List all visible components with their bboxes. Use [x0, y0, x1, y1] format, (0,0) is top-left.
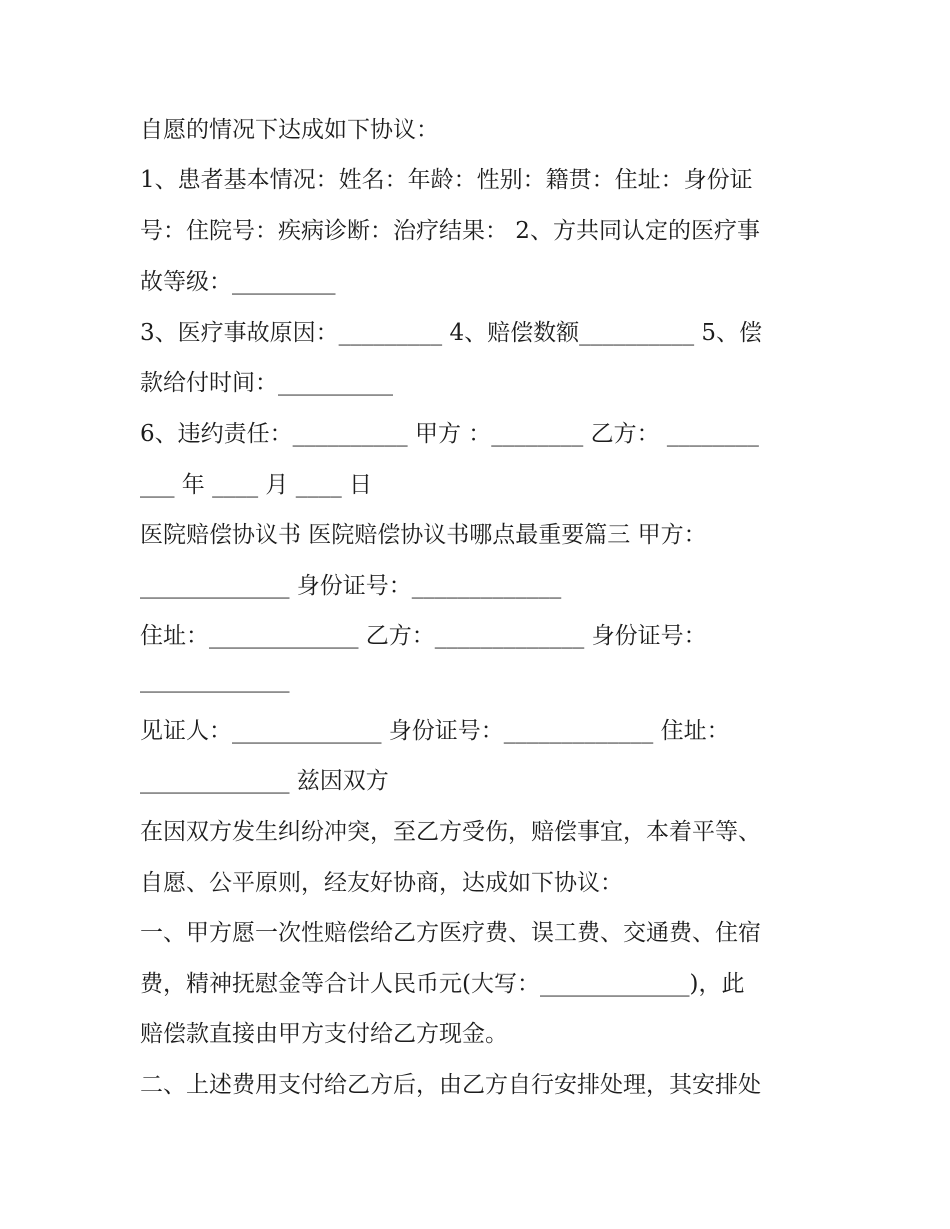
text-line: 一、甲方愿一次性赔偿给乙方医疗费、误工费、交通费、住宿 — [140, 920, 761, 946]
text-line: 住址：_____________ 乙方：_____________ 身份证号： — [140, 623, 707, 649]
text-line: 二、上述费用支付给乙方后，由乙方自行安排处理，其安排处 — [140, 1072, 761, 1098]
text-line: 1、患者基本情况：姓名：年龄：性别：籍贯：住址：身份证 — [140, 167, 753, 193]
text-line: 自愿、公平原则，经友好协商，达成如下协议： — [140, 870, 623, 896]
text-line: _____________ — [140, 667, 290, 693]
text-line: 故等级：_________ — [140, 269, 336, 295]
text-line: _____________ 身份证号：_____________ — [140, 573, 562, 599]
text-line: 款给付时间：__________ — [140, 370, 393, 396]
text-line: 号：住院号：疾病诊断：治疗结果： 2、方共同认定的医疗事 — [140, 218, 760, 244]
text-line: _____________ 兹因双方 — [140, 768, 389, 794]
text-line: 6、违约责任：__________ 甲方 ：________ 乙方： ________ — [140, 421, 759, 447]
text-line: 医院赔偿协议书 医院赔偿协议书哪点最重要篇三 甲方： — [140, 522, 707, 548]
text-line: 赔偿款直接由甲方支付给乙方现金。 — [140, 1021, 508, 1047]
text-line: ___ 年 ____ 月 ____ 日 — [140, 472, 373, 498]
text-line: 费，精神抚慰金等合计人民币元(大写：_____________)，此 — [140, 971, 745, 997]
text-line: 见证人：_____________ 身份证号：_____________ 住址： — [140, 718, 730, 744]
text-line: 自愿的情况下达成如下协议： — [140, 117, 439, 143]
text-line: 在因双方发生纠纷冲突，至乙方受伤，赔偿事宜，本着平等、 — [140, 819, 761, 845]
text-line: 3、医疗事故原因：_________ 4、赔偿数额__________ 5、偿 — [140, 320, 763, 346]
